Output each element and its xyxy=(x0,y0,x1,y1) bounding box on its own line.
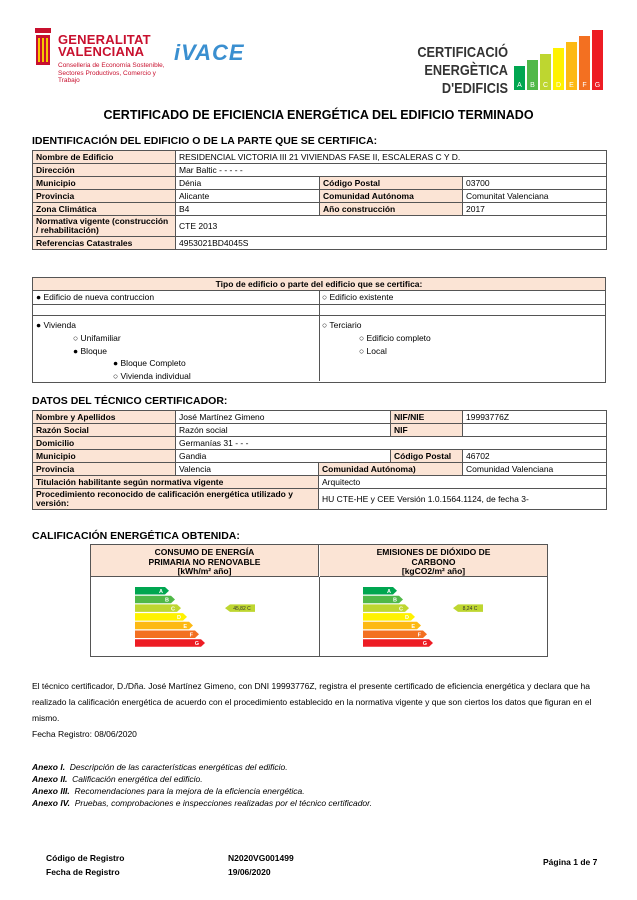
svg-text:A: A xyxy=(517,82,522,89)
generalitat-emblem-icon xyxy=(32,26,54,66)
option-vivienda xyxy=(36,320,76,330)
rating-letter: D xyxy=(177,615,181,622)
svg-text:C: C xyxy=(542,82,549,89)
label-procedimiento: Procedimiento reconocido de calificación energética utilizado y versión: xyxy=(33,489,319,510)
page-number: Página 1 de 7 xyxy=(543,857,598,867)
label-codigo-postal: Código Postal xyxy=(391,450,463,463)
value-codigo-postal: 46702 xyxy=(463,450,607,463)
annex-item xyxy=(32,762,288,772)
option-label: Bloque Completo xyxy=(120,358,186,368)
option-label: Edificio de nueva contruccion xyxy=(43,292,155,302)
radio-empty-icon: ○ xyxy=(73,333,79,343)
building-type-box xyxy=(32,277,606,383)
annex-label: Anexo IV. xyxy=(32,798,70,808)
value-provincia: Valencia xyxy=(176,463,319,476)
label-codigo-postal: Código Postal xyxy=(320,177,463,190)
energy-label-logo-icon xyxy=(512,26,608,92)
rating-letter: F xyxy=(189,632,193,639)
rating-letter: E xyxy=(411,623,415,630)
label-comunidad-autonoma: Comunidad Autónoma) xyxy=(319,463,463,476)
annex-text: Descripción de las características energéticas del edificio. xyxy=(69,762,288,772)
option-unifamiliar xyxy=(73,333,121,343)
technician-heading: DATOS DEL TÉCNICO CERTIFICADOR: xyxy=(32,395,228,407)
rating-letter: C xyxy=(399,606,403,613)
option-label: Edificio existente xyxy=(329,292,394,302)
table-row xyxy=(33,489,607,510)
label-nombre-edificio: Nombre de Edificio xyxy=(33,151,176,164)
label-codigo-registro: Código de Registro xyxy=(46,853,125,863)
emisiones-energy-scale xyxy=(363,587,523,649)
label-nif-nie: NIF/NIE xyxy=(391,411,463,424)
option-bloque-completo xyxy=(113,358,186,368)
emisiones-header: EMISIONES DE DIÓXIDO DE CARBONO [kgCO2/m² año] xyxy=(320,545,547,577)
annex-label: Anexo I. xyxy=(32,762,66,772)
option-edificio-completo xyxy=(359,333,431,343)
annex-item xyxy=(32,786,305,796)
svg-text:D: D xyxy=(555,82,562,89)
rating-letter: D xyxy=(405,615,409,622)
option-edificio-existente xyxy=(322,292,393,302)
svg-text:G: G xyxy=(594,82,601,89)
label-provincia: Provincia xyxy=(33,463,176,476)
value-fecha-registro: 19/06/2020 xyxy=(228,867,271,877)
label-domicilio: Domicilio xyxy=(33,437,176,450)
generalitat-title: GENERALITAT VALENCIANA xyxy=(58,32,151,59)
label-direccion: Dirección xyxy=(33,164,176,177)
value-zona-climatica: B4 xyxy=(176,203,320,216)
svg-text:E: E xyxy=(569,82,574,89)
consumo-energy-scale xyxy=(135,587,295,649)
table-row xyxy=(33,411,607,424)
generalitat-logo xyxy=(32,26,165,96)
value-nif xyxy=(463,424,607,437)
value-titulacion: Arquitecto xyxy=(319,476,607,489)
option-vivienda-individual xyxy=(113,371,191,381)
value-codigo-postal: 03700 xyxy=(463,177,607,190)
rating-letter: G xyxy=(422,641,427,648)
annex-text: Calificación energética del edificio. xyxy=(72,774,203,784)
table-row xyxy=(33,424,607,437)
rating-letter: B xyxy=(165,597,169,604)
radio-empty-icon: ○ xyxy=(322,320,328,330)
label-titulacion: Titulación habilitante según normativa vigente xyxy=(33,476,319,489)
radio-selected-icon: ● xyxy=(73,346,79,356)
rating-value-label: 45,82 C xyxy=(233,606,251,613)
option-bloque xyxy=(73,346,107,356)
svg-text:B: B xyxy=(530,82,535,89)
table-row xyxy=(33,237,607,250)
value-direccion: Mar Baltic - - - - - xyxy=(176,164,607,177)
radio-selected-icon: ● xyxy=(36,292,42,302)
table-row xyxy=(33,203,607,216)
value-codigo-registro: N2020VG001499 xyxy=(228,853,294,863)
label-municipio: Municipio xyxy=(33,177,176,190)
building-type-heading: Tipo de edificio o parte del edificio que se certifica: xyxy=(33,278,605,291)
table-row xyxy=(33,151,607,164)
table-row xyxy=(33,450,607,463)
radio-empty-icon: ○ xyxy=(113,371,119,381)
table-row xyxy=(33,216,607,237)
column-divider xyxy=(319,577,320,656)
identification-table xyxy=(32,150,607,250)
value-comunidad-autonoma: Comunidad Valenciana xyxy=(463,463,607,476)
label-comunidad-autonoma: Comunidad Autónoma xyxy=(320,190,463,203)
table-row xyxy=(33,190,607,203)
rating-box xyxy=(90,544,548,657)
table-row xyxy=(33,164,607,177)
annex-label: Anexo III. xyxy=(32,786,70,796)
identification-heading: IDENTIFICACIÓN DEL EDIFICIO O DE LA PARTE QUE SE CERTIFICA: xyxy=(32,135,378,147)
rating-letter: G xyxy=(194,641,199,648)
rating-letter: C xyxy=(171,606,175,613)
option-local xyxy=(359,346,387,356)
option-label: Edificio completo xyxy=(366,333,431,343)
value-nombre-edificio: RESIDENCIAL VICTORIA III 21 VIVIENDAS FASE II, ESCALERAS C Y D. xyxy=(176,151,607,164)
label-razon-social: Razón Social xyxy=(33,424,176,437)
table-row xyxy=(33,463,607,476)
rating-letter: A xyxy=(387,589,391,595)
value-municipio: Dénia xyxy=(176,177,320,190)
label-provincia: Provincia xyxy=(33,190,176,203)
certificacio-title: CERTIFICACIÓ ENERGÈTICA D'EDIFICIS xyxy=(417,44,508,97)
value-provincia: Alicante xyxy=(176,190,320,203)
table-row xyxy=(33,476,607,489)
radio-empty-icon: ○ xyxy=(359,346,365,356)
rating-letter: E xyxy=(183,623,187,630)
option-terciario xyxy=(322,320,361,330)
annex-item xyxy=(32,774,203,784)
rating-heading: CALIFICACIÓN ENERGÉTICA OBTENIDA: xyxy=(32,530,240,542)
value-comunidad-autonoma: Comunitat Valenciana xyxy=(463,190,607,203)
svg-text:F: F xyxy=(582,82,587,89)
label-fecha-registro: Fecha de Registro xyxy=(46,867,120,877)
rating-band-a xyxy=(363,587,397,595)
value-nif-nie: 19993776Z xyxy=(463,411,607,424)
table-row xyxy=(33,177,607,190)
value-anio-construccion: 2017 xyxy=(463,203,607,216)
rating-value-label: 8,24 C xyxy=(462,606,478,613)
option-label: Vivienda individual xyxy=(120,371,191,381)
option-label: Vivienda xyxy=(43,320,76,330)
rating-letter: F xyxy=(417,632,421,639)
label-normativa: Normativa vigente (construcción / rehabilitación) xyxy=(33,216,176,237)
radio-selected-icon: ● xyxy=(36,320,42,330)
radio-empty-icon: ○ xyxy=(359,333,365,343)
value-razon-social: Razón social xyxy=(176,424,391,437)
column-divider xyxy=(319,291,320,381)
value-nombre-apellidos: José Martínez Gimeno xyxy=(176,411,391,424)
rating-letter: B xyxy=(393,597,397,604)
radio-empty-icon: ○ xyxy=(322,292,328,302)
option-label: Local xyxy=(366,346,387,356)
value-normativa: CTE 2013 xyxy=(176,216,607,237)
radio-selected-icon: ● xyxy=(113,358,119,368)
value-referencias-catastrales: 4953021BD4045S xyxy=(176,237,607,250)
conselleria-subtitle: Conselleria de Economía Sostenible, Sectores Productivos, Comercio y Trabajo xyxy=(58,62,165,84)
annex-label: Anexo II. xyxy=(32,774,68,784)
label-anio-construccion: Año construcción xyxy=(320,203,463,216)
annex-text: Pruebas, comprobaciones e inspecciones realizadas por el técnico certificador. xyxy=(74,798,373,808)
label-nif: NIF xyxy=(391,424,463,437)
rating-band-b xyxy=(363,596,403,604)
option-label: Terciario xyxy=(329,320,362,330)
rating-band-b xyxy=(135,596,175,604)
value-procedimiento: HU CTE-HE y CEE Versión 1.0.1564.1124, de fecha 3- xyxy=(319,489,607,510)
option-nueva-construccion xyxy=(36,292,154,302)
rating-band-a xyxy=(135,587,169,595)
rating-letter: A xyxy=(159,589,163,595)
fecha-registro: Fecha Registro: 08/06/2020 xyxy=(32,729,137,739)
value-domicilio: Germanías 31 - - - xyxy=(176,437,607,450)
ivace-logo: iVACE xyxy=(174,40,245,65)
option-label: Unifamiliar xyxy=(80,333,121,343)
consumo-header: CONSUMO DE ENERGÍA PRIMARIA NO RENOVABLE [kWh/m² año] xyxy=(91,545,319,577)
value-municipio: Gandia xyxy=(176,450,391,463)
table-row xyxy=(33,437,607,450)
annex-item xyxy=(32,798,372,808)
label-municipio: Municipio xyxy=(33,450,176,463)
label-referencias-catastrales: Referencias Catastrales xyxy=(33,237,176,250)
declaration-paragraph xyxy=(32,678,607,742)
declaration-text: El técnico certificador, D./Dña. José Martínez Gimeno, con DNI 19993776Z, registra el presente certificado de eficiencia energética y declara que ha realizado la calificación energética de acuerdo con el procedimiento establecido en la normativa vigente y que son ciertos los datos que figuran en el mismo. xyxy=(32,681,592,723)
option-label: Bloque xyxy=(80,346,107,356)
label-zona-climatica: Zona Climática xyxy=(33,203,176,216)
technician-table xyxy=(32,410,607,510)
label-nombre-apellidos: Nombre y Apellidos xyxy=(33,411,176,424)
document-title: CERTIFICADO DE EFICIENCIA ENERGÉTICA DEL EDIFICIO TERMINADO xyxy=(103,108,534,122)
annex-text: Recomendaciones para la mejora de la eficiencia energética. xyxy=(74,786,305,796)
